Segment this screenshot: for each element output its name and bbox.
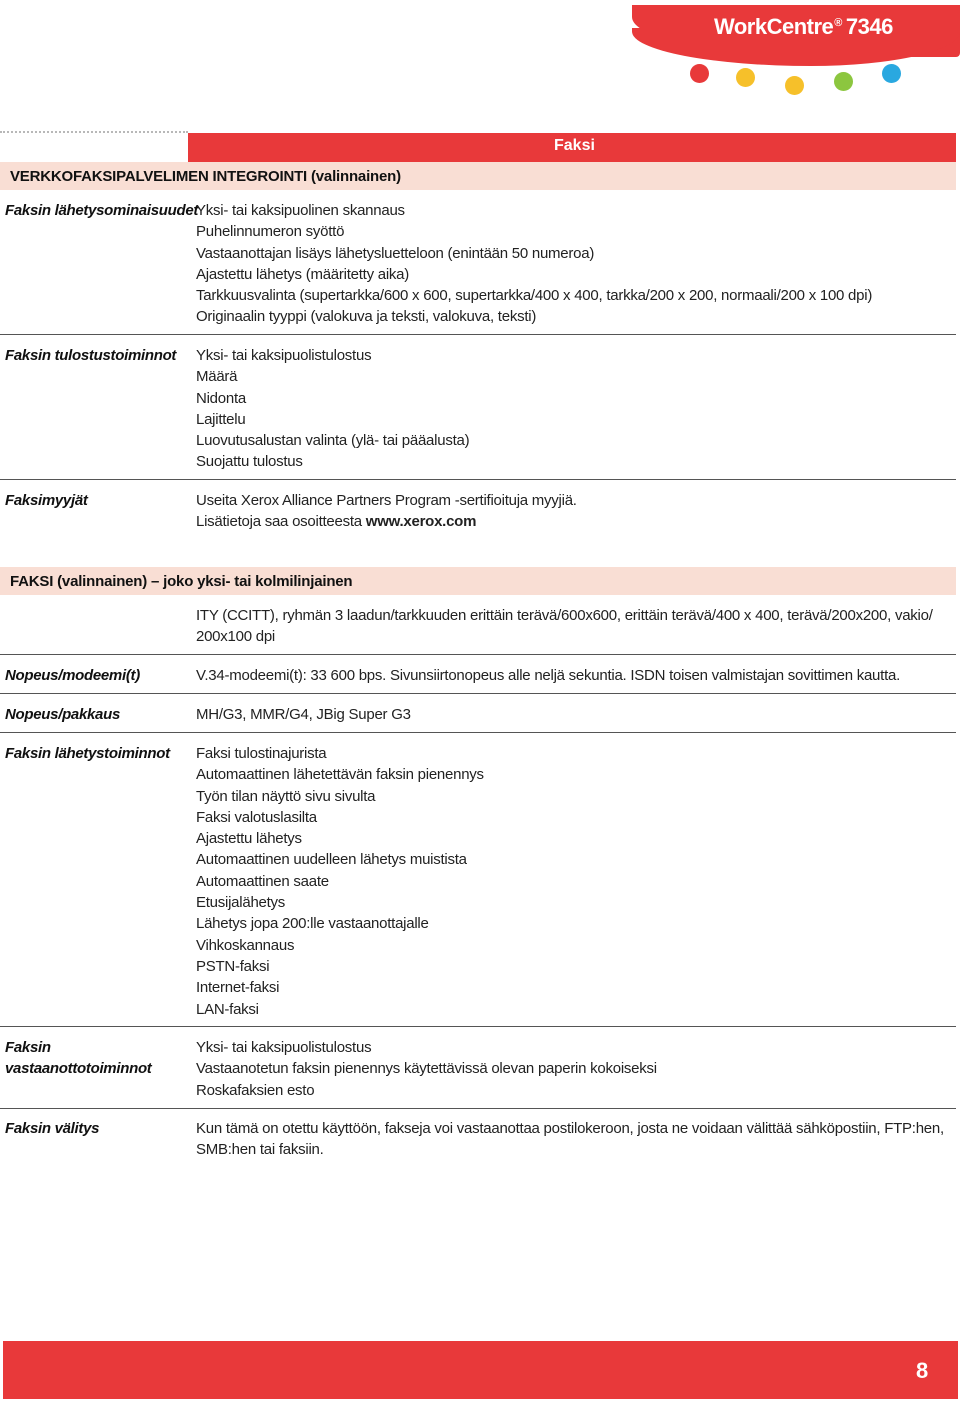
list-item: Etusijalähetys [196, 894, 286, 912]
list-item: Työn tilan näyttö sivu sivulta [196, 787, 376, 805]
link-prefix: Lisätietoja saa osoitteesta [196, 513, 366, 531]
footer-band [3, 1341, 958, 1399]
network-fax-heading: VERKKOFAKSIPALVELIMEN INTEGROINTI (valinnainen) [10, 168, 401, 185]
brand-dot-green-icon [834, 72, 853, 91]
list-item: Määrä [196, 368, 238, 386]
section-tab-label: Faksi [554, 137, 595, 154]
product-name-text: WorkCentre [714, 14, 834, 39]
list-item: Originaalin tyyppi (valokuva ja teksti, valokuva, teksti) [196, 308, 537, 326]
row-divider [0, 334, 956, 335]
brand-dot-red-icon [690, 64, 709, 83]
row-body-fax-send-functions [196, 743, 484, 1020]
list-item: Lähetys jopa 200:lle vastaanottajalle [196, 915, 429, 933]
row-label-speed-modem: Nopeus/modeemi(t) [5, 667, 140, 684]
list-item: Vastaanotetun faksin pienennys käytettävissä olevan paperin kokoiseksi [196, 1060, 657, 1078]
list-item: Tarkkuusvalinta (supertarkka/600 x 600, supertarkka/400 x 400, tarkka/200 x 200, normaali/200 x 100 dpi) [196, 287, 873, 305]
row-divider [0, 732, 956, 733]
row-divider [0, 479, 956, 480]
list-item: Roskafaksien esto [196, 1081, 315, 1099]
list-item: Yksi- tai kaksipuolistulostus [196, 1039, 372, 1056]
list-item: Vastaanottajan lisäys lähetysluetteloon (enintään 50 numeroa) [196, 244, 595, 262]
list-item: Automaattinen uudelleen lähetys muistista [196, 851, 467, 869]
list-item: Nidonta [196, 389, 246, 407]
list-item: PSTN-faksi [196, 957, 270, 975]
registered-mark: ® [834, 16, 842, 29]
list-item: Vihkoskannaus [196, 936, 295, 954]
row-label-fax-resellers: Faksimyyjät [5, 492, 88, 509]
row-divider [0, 693, 956, 694]
brand-dot-yellow-icon [736, 68, 755, 87]
list-item: Yksi- tai kaksipuolinen skannaus [196, 202, 405, 219]
list-item: Ajastettu lähetys (määritetty aika) [196, 265, 410, 283]
list-item: Luovutusalustan valinta (ylä- tai pääalusta) [196, 432, 470, 450]
fax-intro [196, 605, 946, 648]
product-name [714, 14, 893, 40]
row-label-fax-receive-functions [5, 1037, 152, 1079]
row-divider [0, 1108, 956, 1109]
list-item: Puhelinnumeron syöttö [196, 223, 345, 241]
row-label-fax-forwarding: Faksin välitys [5, 1120, 100, 1137]
xerox-link[interactable]: www.xerox.com [365, 513, 477, 531]
row-label-fax-send-functions: Faksin lähetystoiminnot [5, 745, 170, 762]
fax-forwarding-text: Kun tämä on otettu käyttöön, fakseja voi vastaanottaa postilokeroon, josta ne voidaan välittää sähköpostiin, FTP:hen, SMB:hen tai faksiin. [196, 1120, 944, 1159]
row-divider [0, 654, 956, 655]
list-item: V.34-modeemi(t): 33 600 bps. Sivunsiirtonopeus alle neljä sekuntia. ISDN toisen valmistajan sovittimen kautta. [196, 667, 900, 684]
row-label-print-features: Faksin tulostustoiminnot [5, 347, 177, 364]
row-label-speed-compression: Nopeus/pakkaus [5, 706, 121, 723]
row-body-print-features [196, 345, 469, 473]
product-model: 7346 [845, 14, 893, 39]
fax-heading: FAKSI (valinnainen) – joko yksi- tai kolmilinjainen [10, 573, 353, 590]
dotted-divider [0, 131, 188, 133]
list-item: Suojattu tulostus [196, 453, 303, 471]
list-item: Yksi- tai kaksipuolistulostus [196, 347, 372, 364]
page-number: 8 [916, 1358, 929, 1383]
row-label-line: Faksin [5, 1039, 51, 1056]
row-body-fax-forwarding [196, 1118, 956, 1161]
fax-intro-text: ITY (CCITT), ryhmän 3 laadun/tarkkuuden erittäin terävä/600x600, erittäin terävä/400 x 400, terävä/200x200, vakio/ 200x100 dpi [196, 607, 933, 646]
row-divider [0, 1026, 956, 1027]
row-body-fax-resellers [196, 490, 577, 533]
list-item: Automaattinen saate [196, 872, 329, 890]
list-item: Useita Xerox Alliance Partners Program -sertifioituja myyjiä. [196, 492, 577, 509]
row-body-fax-receive-functions [196, 1037, 657, 1101]
list-item: Internet-faksi [196, 979, 280, 997]
list-item: Ajastettu lähetys [196, 830, 302, 848]
list-item: LAN-faksi [196, 1000, 259, 1018]
row-label-send-features: Faksin lähetysominaisuudet [5, 202, 199, 219]
list-item: Automaattinen lähetettävän faksin pienennys [196, 766, 484, 784]
row-body-send-features [196, 200, 872, 328]
list-item: Lajittelu [196, 410, 246, 428]
list-item: MH/G3, MMR/G4, JBig Super G3 [196, 706, 411, 723]
row-label-line: vastaanottotoiminnot [5, 1060, 152, 1077]
row-body-speed-compression [196, 704, 411, 725]
brand-dot-yellow2-icon [785, 76, 804, 95]
row-body-speed-modem [196, 665, 900, 686]
brand-dot-blue-icon [882, 64, 901, 83]
list-item [196, 511, 577, 532]
list-item: Faksi valotuslasilta [196, 808, 317, 826]
list-item: Faksi tulostinajurista [196, 745, 327, 762]
